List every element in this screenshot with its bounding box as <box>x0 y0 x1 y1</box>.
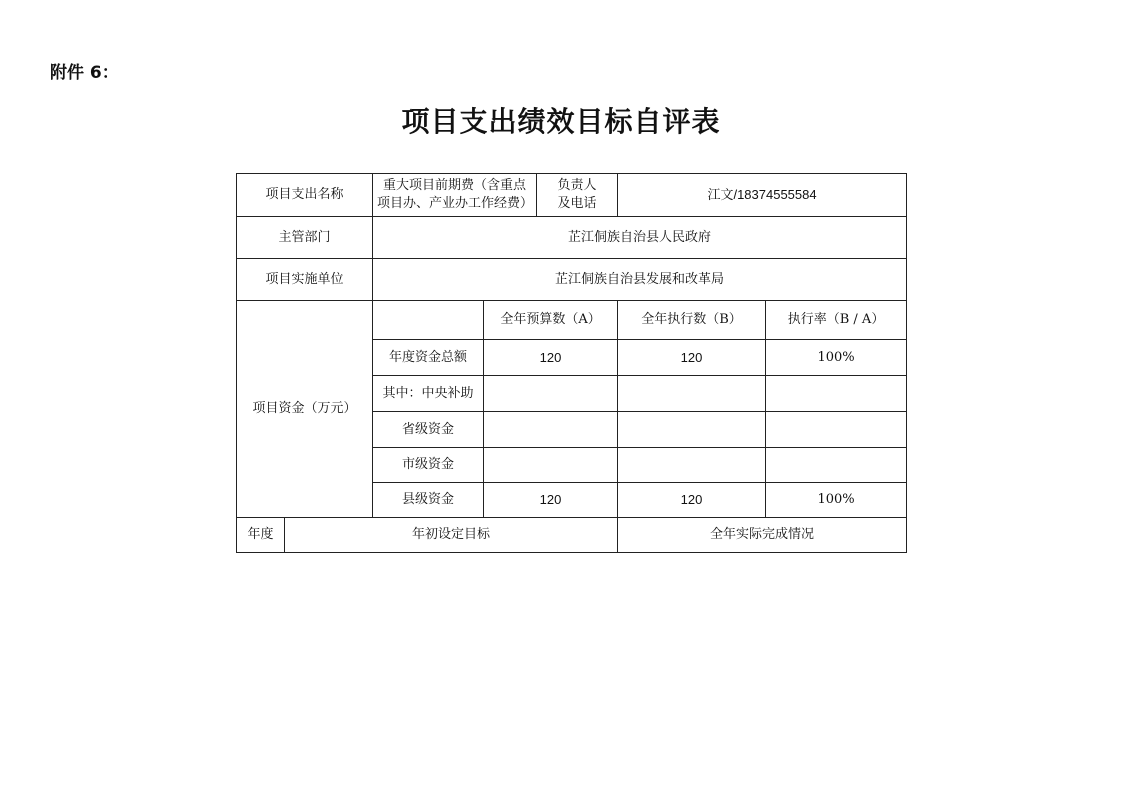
self-evaluation-table <box>236 173 907 553</box>
fund-executed: 120 <box>618 483 766 518</box>
col-header-budget: 全年预算数（A） <box>484 301 618 340</box>
dept-label: 主管部门 <box>237 217 373 259</box>
impl-unit-label: 项目实施单位 <box>237 259 373 301</box>
fund-row-label: 市级资金 <box>373 448 484 483</box>
fund-budget <box>484 412 618 448</box>
table-row <box>237 217 907 259</box>
fund-row-label: 年度资金总额 <box>373 340 484 376</box>
fund-executed <box>618 412 766 448</box>
fund-row-label: 省级资金 <box>373 412 484 448</box>
fund-rate: 100% <box>766 340 907 376</box>
contact-value: 江文/18374555584 <box>618 174 907 217</box>
fund-budget: 120 <box>484 483 618 518</box>
fund-row-label: 其中：中央补助 <box>373 376 484 412</box>
table-row <box>237 174 907 217</box>
col-header-executed: 全年执行数（B） <box>618 301 766 340</box>
funds-label: 项目资金（万元） <box>237 301 373 518</box>
fund-rate: 100% <box>766 483 907 518</box>
target-label: 年初设定目标 <box>285 518 618 553</box>
actual-label: 全年实际完成情况 <box>618 518 907 553</box>
document-title: 项目支出绩效目标自评表 <box>401 105 721 138</box>
fund-rate <box>766 412 907 448</box>
dept-value: 芷江侗族自治县人民政府 <box>373 217 907 259</box>
fund-executed <box>618 376 766 412</box>
fund-row-label: 县级资金 <box>373 483 484 518</box>
fund-rate <box>766 376 907 412</box>
col-header-rate: 执行率（B / A） <box>766 301 907 340</box>
table-row <box>237 301 907 340</box>
attachment-label: 附件 6： <box>50 63 119 83</box>
impl-unit-value: 芷江侗族自治县发展和改革局 <box>373 259 907 301</box>
fund-budget: 120 <box>484 340 618 376</box>
empty-cell <box>373 301 484 340</box>
project-name-value: 重大项目前期费（含重点项目办、产业办工作经费） <box>373 174 537 217</box>
table-row <box>237 259 907 301</box>
fund-executed <box>618 448 766 483</box>
fund-budget <box>484 448 618 483</box>
fund-executed: 120 <box>618 340 766 376</box>
fund-rate <box>766 448 907 483</box>
table-row <box>237 518 907 553</box>
year-label: 年度 <box>237 518 285 553</box>
contact-label <box>537 174 618 217</box>
contact-label-text: 负责人及电话 <box>557 178 597 211</box>
project-name-label: 项目支出名称 <box>237 174 373 217</box>
fund-budget <box>484 376 618 412</box>
